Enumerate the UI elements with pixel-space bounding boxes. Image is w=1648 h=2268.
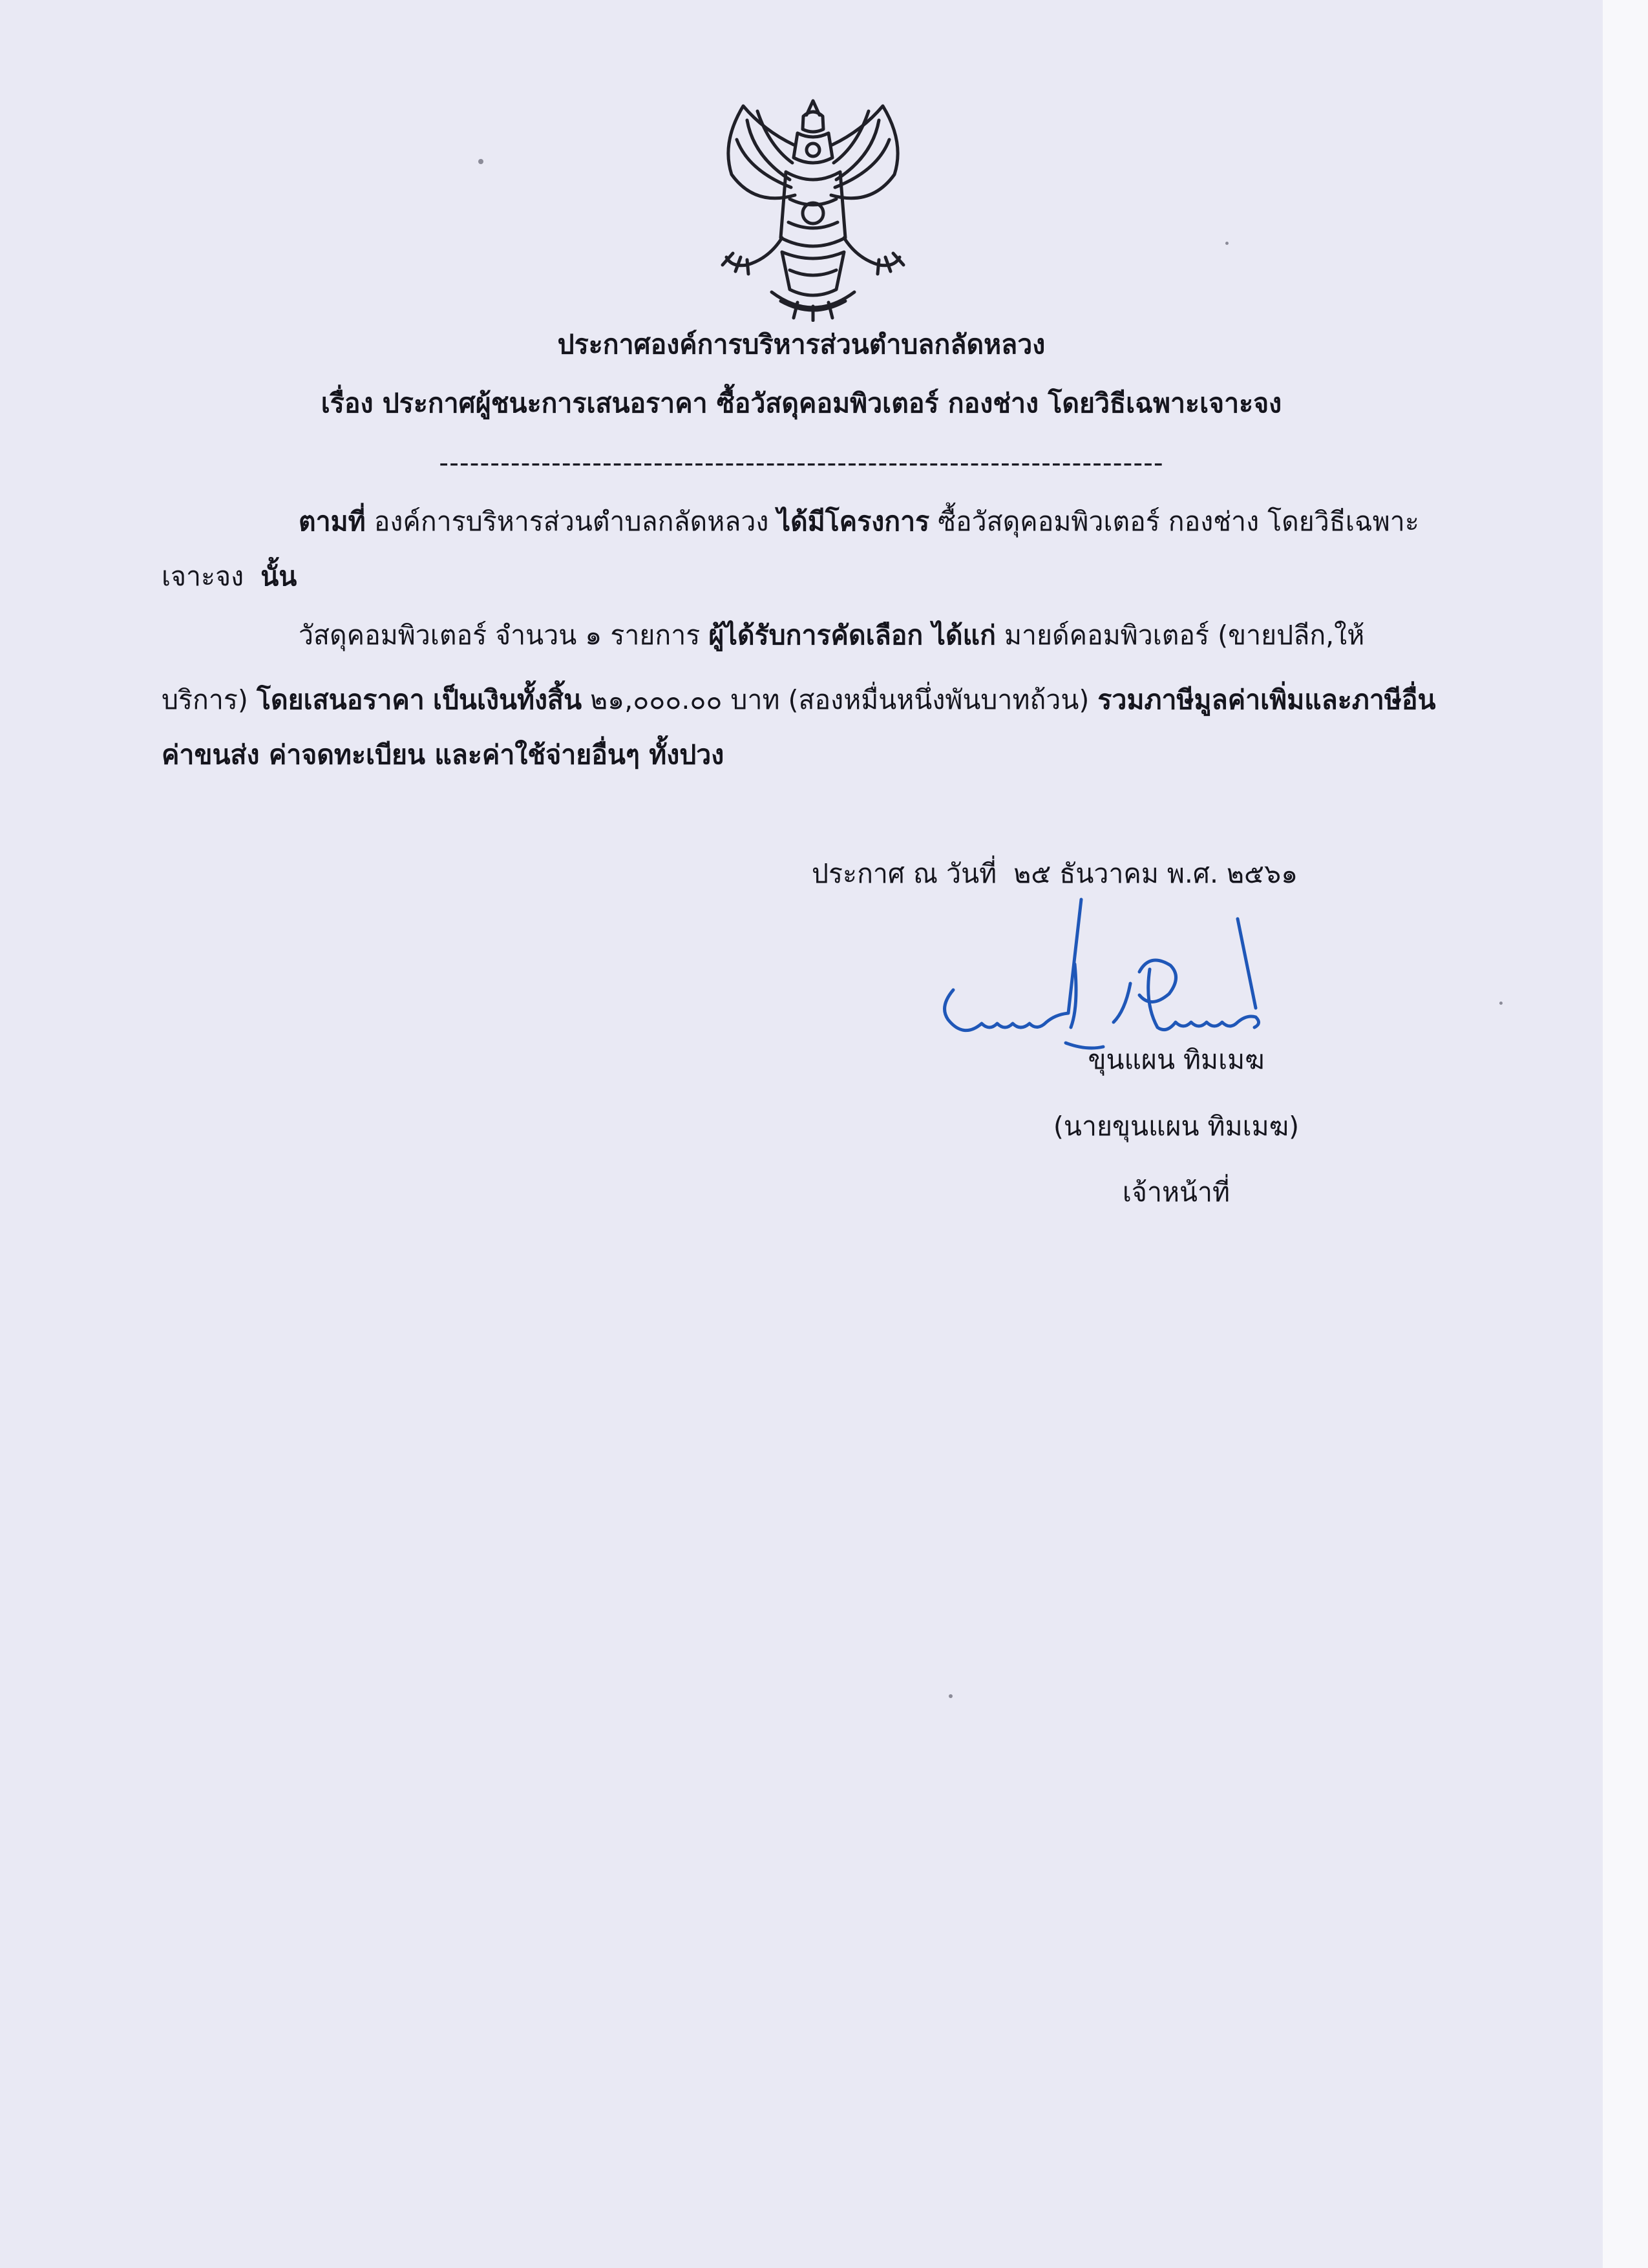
paper-speck: [949, 1694, 953, 1698]
p2-vendor-cont: บริการ): [162, 684, 248, 715]
p2-tax: รวมภาษีมูลค่าเพิ่มและภาษีอื่น: [1097, 684, 1436, 715]
p2-selected-label: ผู้ได้รับการคัดเลือก ได้แก่: [708, 620, 996, 651]
p1-project: ซื้อวัสดุคอมพิวเตอร์ กองช่าง โดยวิธีเฉพาะ: [938, 506, 1419, 537]
p1-cont: เจาะจง: [162, 561, 244, 592]
subject-text: ประกาศผู้ชนะการเสนอราคา ซื้อวัสดุคอมพิวเตอร์ กองช่าง โดยวิธีเฉพาะเจาะจง: [382, 388, 1282, 419]
paragraph-2-line-3: ค่าขนส่ง ค่าจดทะเบียน และค่าใช้จ่ายอื่นๆ ทั้งปวง: [162, 739, 724, 770]
paragraph-1-line-2: [162, 557, 297, 596]
p2-total-label: เป็นเงินทั้งสิ้น: [432, 684, 582, 715]
p1-end: นั้น: [260, 561, 297, 592]
paragraph-1-line-1: [299, 502, 1419, 541]
signer-role: เจ้าหน้าที่: [1122, 1177, 1231, 1208]
document-title: ประกาศองค์การบริหารส่วนตำบลกลัดหลวง: [557, 329, 1046, 360]
date-label: ประกาศ ณ วันที่: [812, 858, 997, 889]
paper-speck: [1225, 242, 1229, 245]
signer-printed-name: ขุนแผน ทิมเมฆ: [1088, 1044, 1265, 1075]
paper-speck: [1499, 1002, 1503, 1005]
paragraph-2-line-2: [162, 680, 1436, 719]
scanner-margin: [1603, 0, 1648, 2268]
date-value: ๒๕ ธันวาคม พ.ศ. ๒๕๖๑: [1013, 858, 1298, 889]
subject-label: เรื่อง: [321, 388, 374, 419]
signer-full-name: (นายขุนแผน ทิมเมฆ): [1053, 1111, 1300, 1142]
announcement-date: [812, 854, 1298, 893]
p1-project-label: ได้มีโครงการ: [777, 506, 930, 537]
p2-price-label: โดยเสนอราคา: [256, 684, 425, 715]
handwritten-signature-icon: [934, 893, 1309, 1061]
p2-item: วัสดุคอมพิวเตอร์ จำนวน ๑ รายการ: [299, 620, 701, 651]
p2-amount: ๒๑,๐๐๐.๐๐ บาท (สองหมื่นหนึ่งพันบาทถ้วน): [590, 684, 1090, 715]
paragraph-2-line-1: [299, 616, 1364, 655]
p1-agency: องค์การบริหารส่วนตำบลกลัดหลวง: [374, 506, 769, 537]
garuda-emblem-icon: [710, 96, 916, 322]
p1-lead: ตามที่: [299, 506, 366, 537]
paper-speck: [478, 159, 483, 164]
p2-vendor: มายด์คอมพิวเตอร์ (ขายปลีก,ให้: [1004, 620, 1365, 651]
document-subject: [0, 384, 1603, 423]
title-divider: -----------------------------------------------------------------------: [439, 447, 1164, 478]
